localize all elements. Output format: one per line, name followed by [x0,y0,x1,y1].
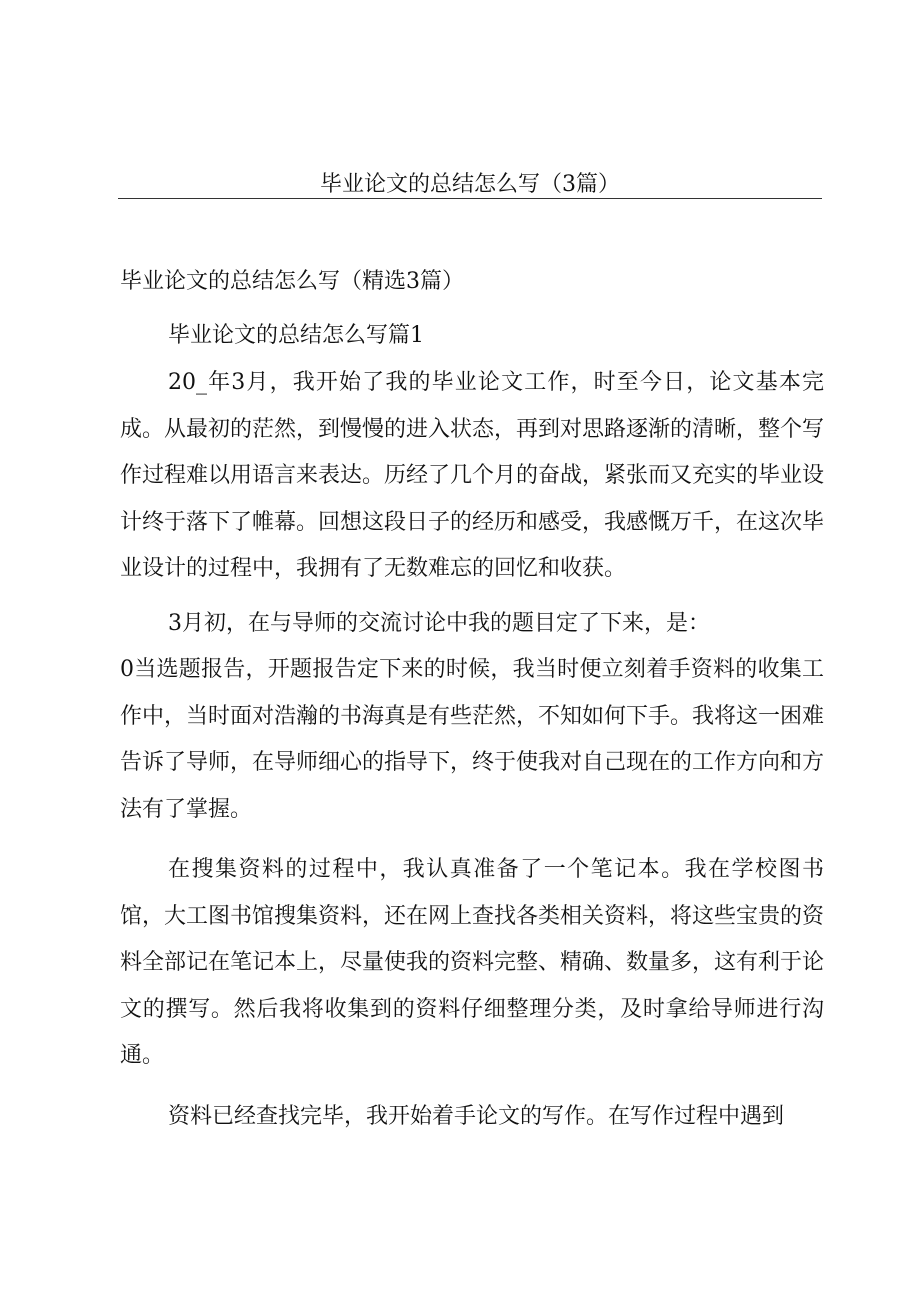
paragraph: 3月初，在与导师的交流讨论中我的题目定了下来，是： [168,610,710,636]
document-subtitle: 毕业论文的总结怎么写（精选3篇） [120,269,464,294]
section-heading: 毕业论文的总结怎么写篇1 [168,323,424,348]
paragraph: 资料已经查找完毕，我开始着手论文的写作。在写作过程中遇到 [168,1103,785,1129]
paragraph: 在搜集资料的过程中，我认真准备了一个笔记本。我在学校图书馆，大工图书馆搜集资料，还在网上查找各类相关资料，将这些宝贵的资料全部记在笔记本上，尽量使我的资料完整、精确、数量多，这有利于论文的撰写。然后我将收集到的资料仔细整理分类，及时拿给导师进行沟通。 [120,857,825,1068]
document-title: 毕业论文的总结怎么写（3篇） [320,172,620,197]
document-body [120,264,824,1140]
header-divider [118,198,822,199]
page-header [118,170,822,200]
paragraph: 0当选题报告，开题报告定下来的时候，我当时便立刻着手资料的收集工作中，当时面对浩瀚的书海真是有些茫然，不知如何下手。我将这一困难告诉了导师，在导师细心的指导下，终于使我对自己现在的工作方向和方法有了掌握。 [120,657,825,822]
paragraph: 20_年3月，我开始了我的毕业论文工作，时至今日，论文基本完成。从最初的茫然，到慢慢的进入状态，再到对思路逐渐的清晰，整个写作过程难以用语言来表达。历经了几个月的奋战，紧张而又充实的毕业设计终于落下了帷幕。回想这段日子的经历和感受，我感慨万千，在这次毕业设计的过程中，我拥有了无数难忘的回忆和收获。 [120,370,825,581]
